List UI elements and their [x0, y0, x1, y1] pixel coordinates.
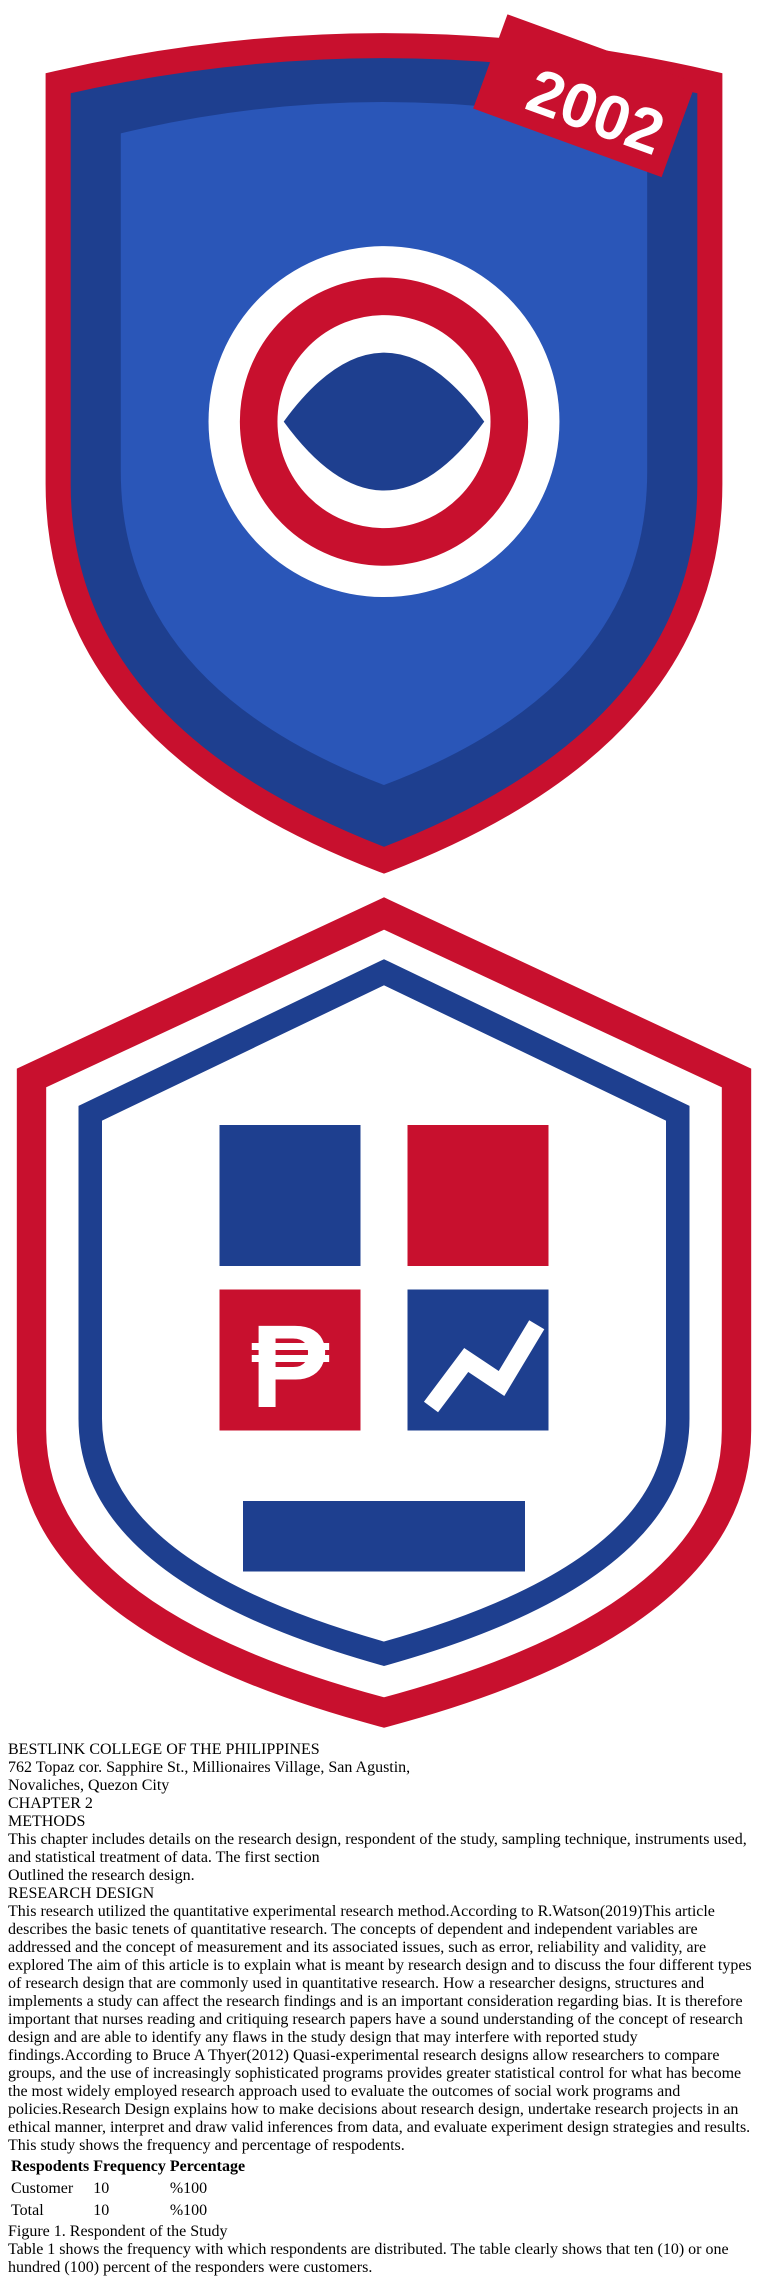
- methods-heading: METHODS: [8, 1813, 86, 1831]
- table-header-row: [10, 2157, 246, 2177]
- college-name: BESTLINK COLLEGE OF THE PHILIPPINES: [8, 1741, 320, 1759]
- research-design-body: This research utilized the quantitative experimental research method.According to R.Watson(2019)This article describes the basic tenets of quantitative research. The concepts of dependent and independent variables are addressed and the concept of measurement and its associated issues, such as error, reliability and validity, are explored The aim of this article is to explain what is meant by research design and to discuss the four different types of research design that are commonly used in quantitative research. How a researcher designs, structures and implements a study can affect the research findings and is an important consideration regarding bias. It is therefore important that nurses reading and critiquing research papers have a sound understanding of the concept of research design and are able to identify any flaws in the study design that may interfere with reported study findings.According to Bruce A Thyer(2012) Quasi-experimental research designs allow researchers to compare groups, and the use of increasingly sophisticated programs provides greater statistical control for what has become the most widely employed research approach used to evaluate the outcomes of social work programs and policies.Research Design explains how to make decisions about research design, undertake research projects in an ethical manner, interpret and draw valid inferences from data, and evaluate experiment design strategies and results.: [8, 1903, 752, 2137]
- table-cell: Total: [11, 2202, 44, 2220]
- address-line-2: Novaliches, Quezon City: [8, 1777, 170, 1795]
- address-line-1: 762 Topaz cor. Sapphire St., Millionaires Village, San Agustin,: [8, 1759, 411, 1777]
- outline-paragraph: Outlined the research design.: [8, 1867, 195, 1885]
- column-header-percentage: Percentage: [169, 2158, 246, 2176]
- column-header-frequency: Frequency: [93, 2158, 166, 2176]
- table-row: [10, 2179, 246, 2199]
- table-cell: %100: [169, 2202, 208, 2220]
- intro-paragraph: This chapter includes details on the research design, respondent of the study, sampling technique, instruments used, and statistical treatment of data. The first section: [8, 1831, 747, 1867]
- svg-text:₱: ₱: [250, 1301, 330, 1433]
- chapter-heading: CHAPTER 2: [8, 1795, 93, 1813]
- logo-year-text: 2002: [518, 55, 674, 169]
- table-cell: Customer: [11, 2180, 74, 2198]
- table-caption: This study shows the frequency and percentage of respodents.: [8, 2137, 405, 2155]
- table-cell: 10: [93, 2180, 110, 2198]
- college-seal-logo: [8, 8, 760, 885]
- table-description: Table 1 shows the frequency with which respondents are distributed. The table clearly shows that ten (10) or one hundred (100) percent of the responders were customers.: [8, 2241, 729, 2277]
- table-cell: %100: [169, 2180, 208, 2198]
- figure-label: Figure 1. Respondent of the Study: [8, 2223, 228, 2241]
- column-header-respondents: Respodents: [11, 2158, 90, 2176]
- respondents-table: [8, 2155, 248, 2223]
- research-design-heading: RESEARCH DESIGN: [8, 1885, 155, 1903]
- college-address: [8, 1759, 760, 1795]
- table-cell: 10: [93, 2202, 110, 2220]
- table-row: [10, 2201, 246, 2221]
- department-seal-logo: [8, 890, 760, 1736]
